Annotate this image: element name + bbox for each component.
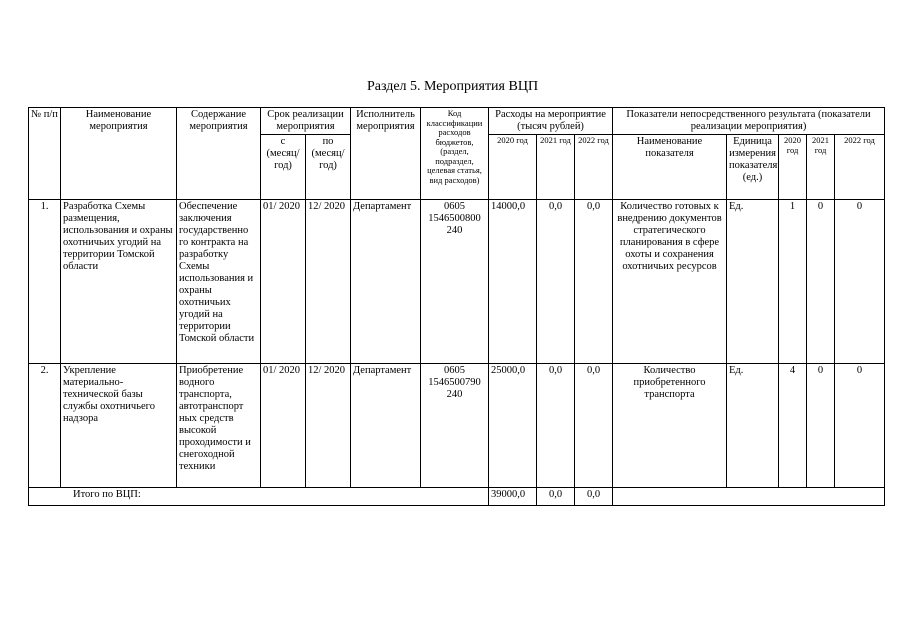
row-content: Приобретение водного транспорта, автотранспорт ных средств высокой проходимости и снегоходной техники: [177, 364, 261, 488]
header-results: Показатели непосредственного результата (показатели реализации мероприятия): [613, 108, 885, 135]
header-content: Содержание мероприятия: [177, 108, 261, 200]
table-row: [29, 200, 885, 364]
row-exp-2020: 14000,0: [489, 200, 537, 364]
row-content: Обеспечение заключения государственно го контракта на разработку Схемы использования и охраны охотничьих угодий на территории Томской области: [177, 200, 261, 364]
header-exp-2021: 2021 год: [537, 135, 575, 200]
header-name: Наименование мероприятия: [61, 108, 177, 200]
header-code: Код классификации расходов бюджетов, (раздел, подраздел, целевая статья, вид расходов): [421, 108, 489, 200]
row-exp-2021: 0,0: [537, 200, 575, 364]
total-label: Итого по ВЦП:: [29, 488, 489, 506]
row-indicator-unit: Ед.: [727, 200, 779, 364]
table-row: [29, 364, 885, 488]
header-executor: Исполнитель мероприятия: [351, 108, 421, 200]
total-empty: [613, 488, 885, 506]
row-executor: Департамент: [351, 364, 421, 488]
total-exp-2022: 0,0: [575, 488, 613, 506]
header-expenses: Расходы на мероприятие (тысяч рублей): [489, 108, 613, 135]
section-title: Раздел 5. Мероприятия ВЦП: [366, 79, 539, 94]
total-exp-2020: 39000,0: [489, 488, 537, 506]
row-ind-2022: 0: [835, 200, 885, 364]
activities-table: [28, 107, 885, 506]
row-ind-2020: 4: [779, 364, 807, 488]
header-ind-2020: 2020 год: [779, 135, 807, 200]
row-name: Разработка Схемы размещения, использования и охраны охотничьих угодий на территории Томской области: [61, 200, 177, 364]
header-period: Срок реализации мероприятия: [261, 108, 351, 135]
header-ind-2022: 2022 год: [835, 135, 885, 200]
header-exp-2022: 2022 год: [575, 135, 613, 200]
header-period-from: с (месяц/ год): [261, 135, 306, 200]
row-code: 0605 1546500790 240: [421, 364, 489, 488]
row-exp-2020: 25000,0: [489, 364, 537, 488]
row-ind-2021: 0: [807, 364, 835, 488]
row-from: 01/ 2020: [261, 200, 306, 364]
header-exp-2020: 2020 год: [489, 135, 537, 200]
header-ind-2021: 2021 год: [807, 135, 835, 200]
row-exp-2021: 0,0: [537, 364, 575, 488]
header-indicator-name: Наименование показателя: [613, 135, 727, 200]
row-ind-2020: 1: [779, 200, 807, 364]
row-indicator-name: Количество готовых к внедрению документов стратегического планирования в сфере охоты и сохранения охотничьих ресурсов: [613, 200, 727, 364]
row-from: 01/ 2020: [261, 364, 306, 488]
row-to: 12/ 2020: [306, 364, 351, 488]
header-indicator-unit: Единица измерения показателя (ед.): [727, 135, 779, 200]
total-row: [29, 488, 885, 506]
header-num: № п/п: [29, 108, 61, 200]
row-indicator-name: Количество приобретенного транспорта: [613, 364, 727, 488]
row-to: 12/ 2020: [306, 200, 351, 364]
row-indicator-unit: Ед.: [727, 364, 779, 488]
row-num: 2.: [29, 364, 61, 488]
row-ind-2022: 0: [835, 364, 885, 488]
row-name: Укрепление материально-технической базы службы охотничьего надзора: [61, 364, 177, 488]
header-period-to: по (месяц/ год): [306, 135, 351, 200]
row-executor: Департамент: [351, 200, 421, 364]
row-exp-2022: 0,0: [575, 364, 613, 488]
row-ind-2021: 0: [807, 200, 835, 364]
row-exp-2022: 0,0: [575, 200, 613, 364]
header-row-1: [29, 108, 885, 135]
total-exp-2021: 0,0: [537, 488, 575, 506]
row-code: 0605 1546500800 240: [421, 200, 489, 364]
row-num: 1.: [29, 200, 61, 364]
